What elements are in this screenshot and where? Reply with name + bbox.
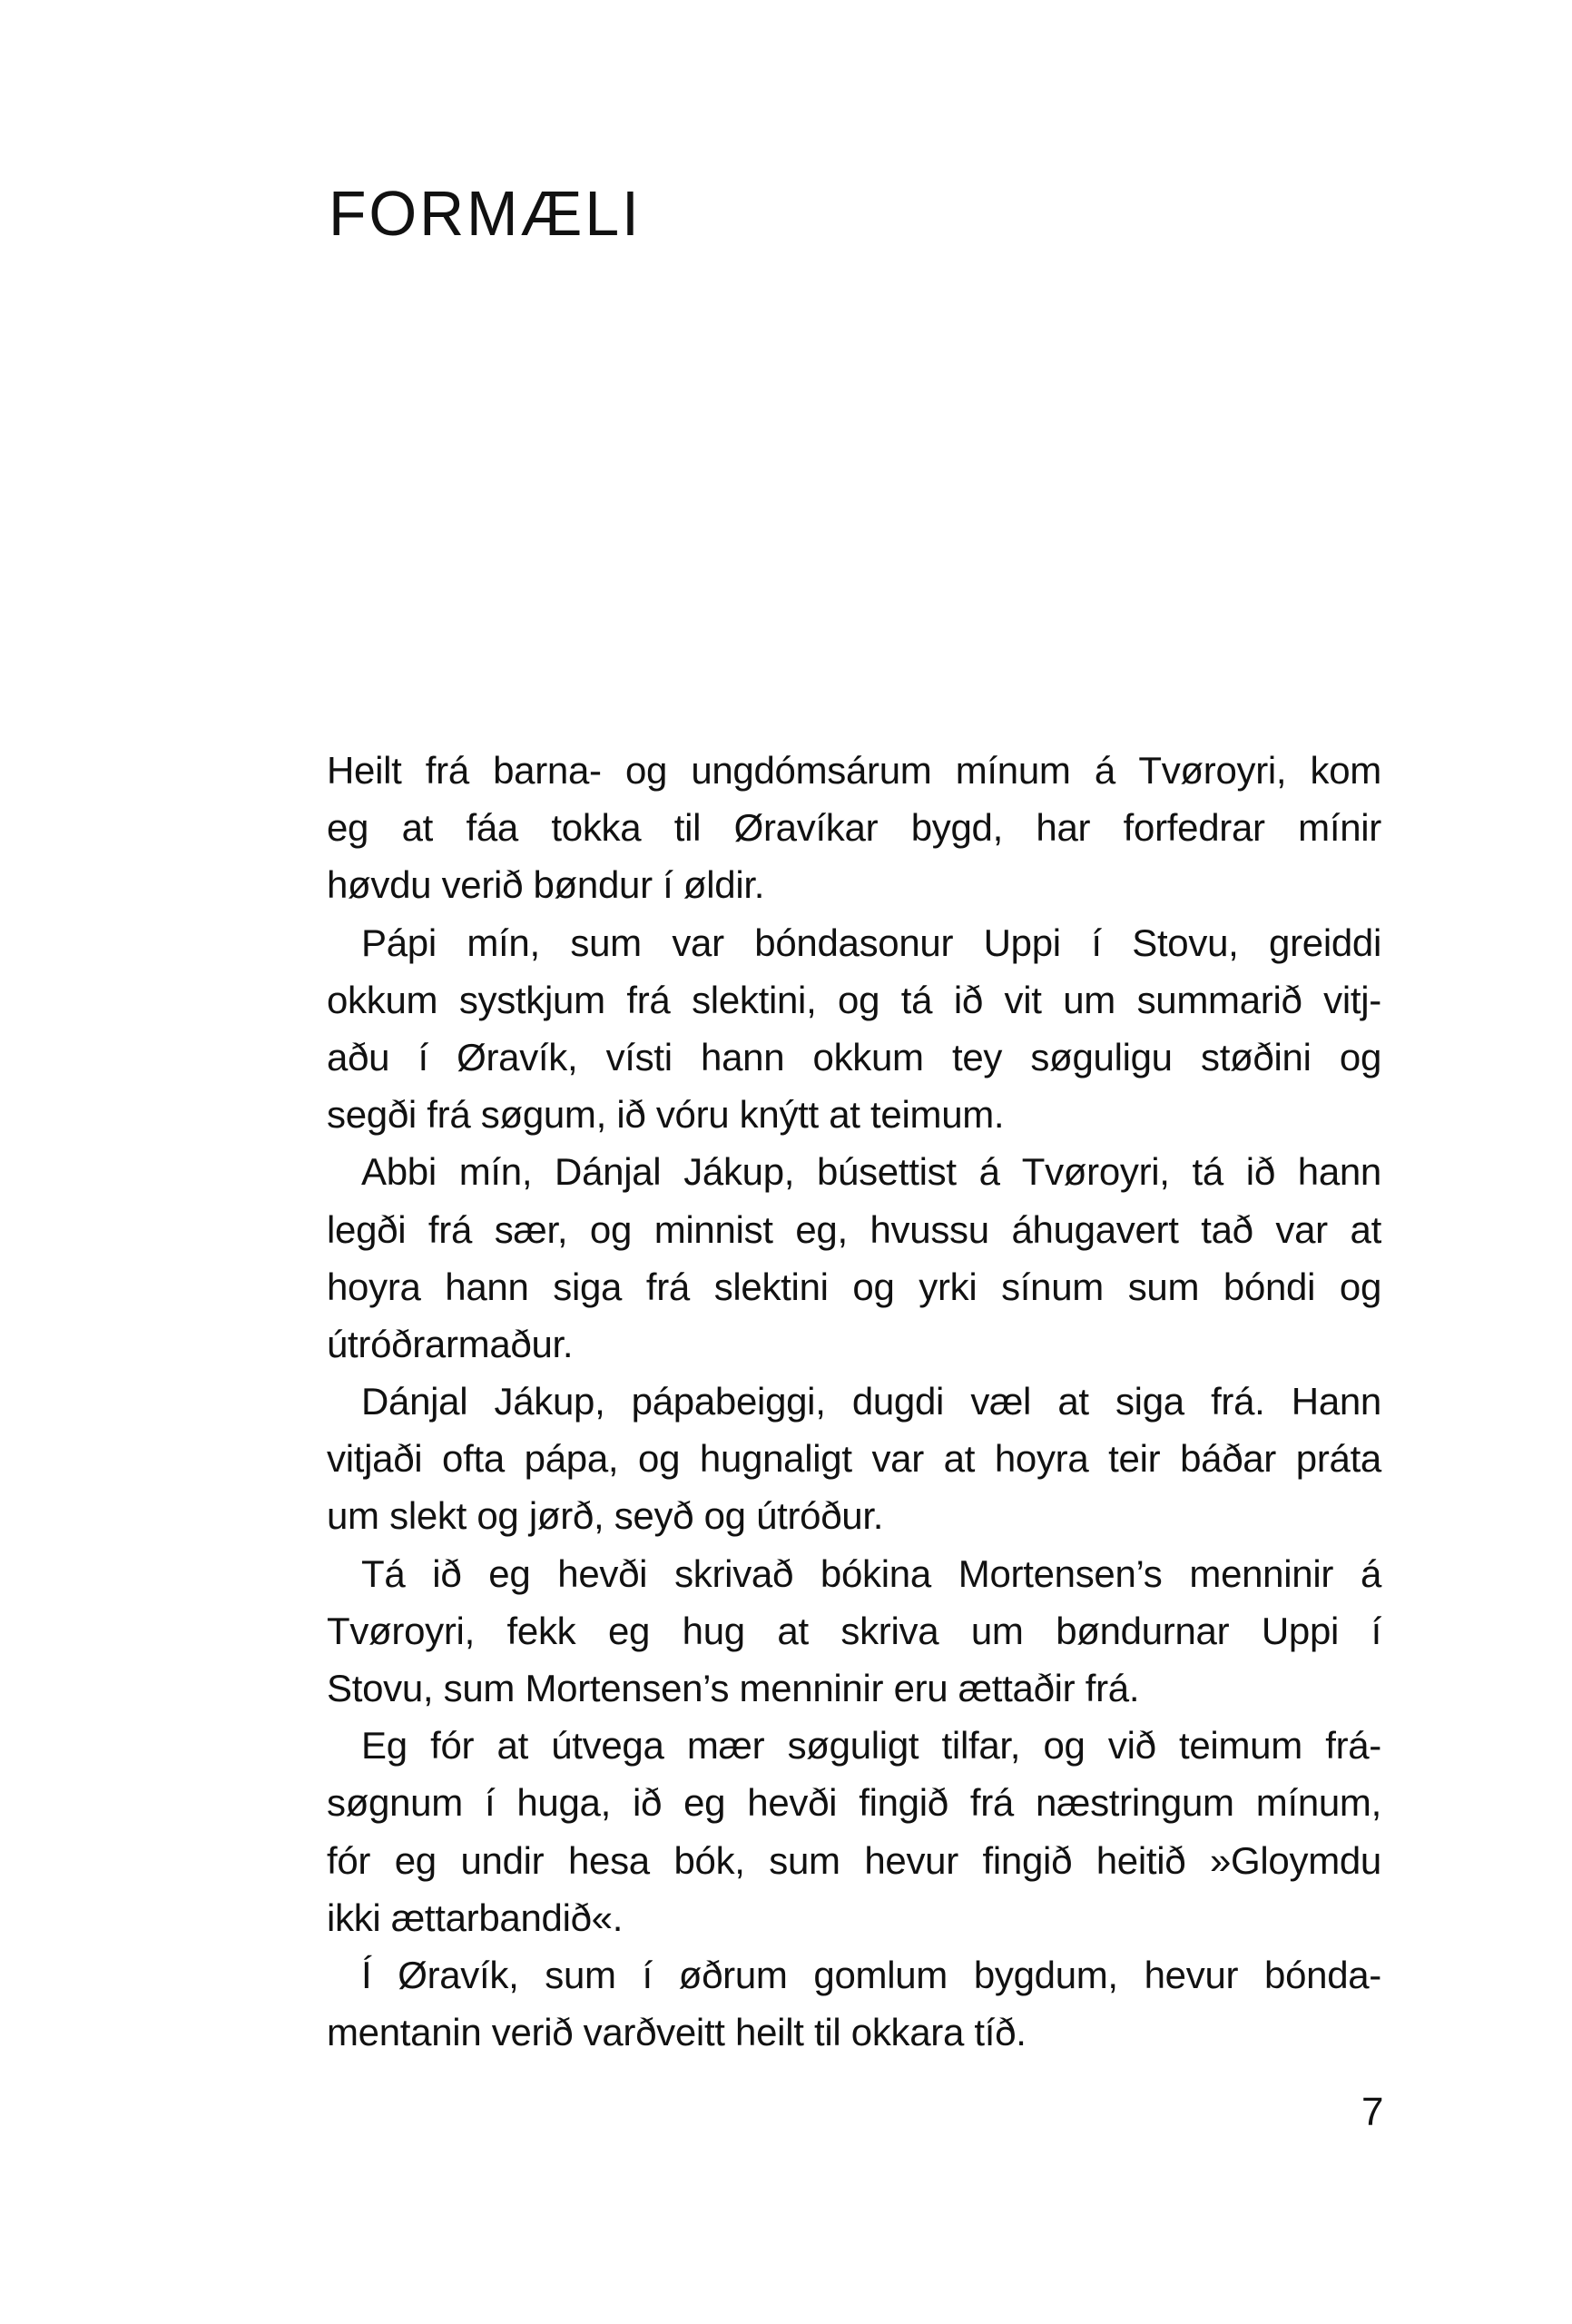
text-line: ikki ættarbandið«.	[327, 1896, 624, 1939]
paragraph	[327, 742, 1381, 914]
text-line: Pápi mín, sum var bóndasonur Uppi í Stovu, greiddi	[361, 921, 1381, 964]
text-line: Tá ið eg hevði skrivað bókina Mortensen’s menninir á	[361, 1551, 1381, 1595]
text-line: aðu í Øravík, vísti hann okkum tey søguligu støðini og	[327, 1035, 1381, 1078]
text-line: søgnum í huga, ið eg hevði fingið frá næstringum mínum,	[327, 1781, 1381, 1825]
text-line: høvdu verið bøndur í øldir.	[327, 863, 765, 907]
paragraph	[327, 1717, 1381, 1946]
text-line: vitjaði ofta pápa, og hugnaligt var at hoyra teir báðar práta	[327, 1437, 1381, 1481]
text-line: fór eg undir hesa bók, sum hevur fingið heitið »Gloymdu	[327, 1838, 1381, 1882]
text-line: legði frá sær, og minnist eg, hvussu áhugavert tað var at	[327, 1207, 1381, 1251]
text-line: Tvøroyri, fekk eg hug at skriva um bøndurnar Uppi í	[327, 1609, 1381, 1652]
text-line: mentanin verið varðveitt heilt til okkara tíð.	[327, 2011, 1027, 2054]
text-line: okkum systkjum frá slektini, og tá ið vit um summarið vitj-	[327, 978, 1381, 1021]
text-line: Dánjal Jákup, pápabeiggi, dugdi væl at siga frá. Hann	[361, 1380, 1381, 1423]
text-line: Heilt frá barna- og ungdómsárum mínum á Tvøroyri, kom	[327, 749, 1381, 792]
paragraph	[327, 1143, 1381, 1373]
text-line: um slekt og jørð, seyð og útróður.	[327, 1494, 884, 1538]
text-line: Stovu, sum Mortensen’s menninir eru ættaðir frá.	[327, 1667, 1140, 1709]
text-line: eg at fáa tokka til Øravíkar bygd, har forfedrar mínir	[327, 806, 1381, 850]
text-line: útróðrarmaður.	[327, 1322, 574, 1365]
chapter-title: FORMÆLI	[329, 178, 642, 249]
paragraph	[327, 914, 1381, 1144]
paragraph	[327, 1373, 1381, 1545]
text-line: Abbi mín, Dánjal Jákup, búsettist á Tvøroyri, tá ið hann	[361, 1150, 1381, 1194]
page-number: 7	[1361, 2090, 1384, 2134]
text-line: hoyra hann siga frá slektini og yrki sínum sum bóndi og	[327, 1265, 1381, 1308]
paragraph	[327, 1946, 1381, 2061]
body-text	[327, 742, 1381, 2061]
paragraph	[327, 1545, 1381, 1718]
text-line: segði frá søgum, ið vóru knýtt at teimum.	[327, 1093, 1005, 1137]
text-line: Eg fór at útvega mær søguligt tilfar, og við teimum frá-	[361, 1724, 1381, 1768]
text-line: Í Øravík, sum í øðrum gomlum bygdum, hevur bónda-	[361, 1953, 1381, 1996]
